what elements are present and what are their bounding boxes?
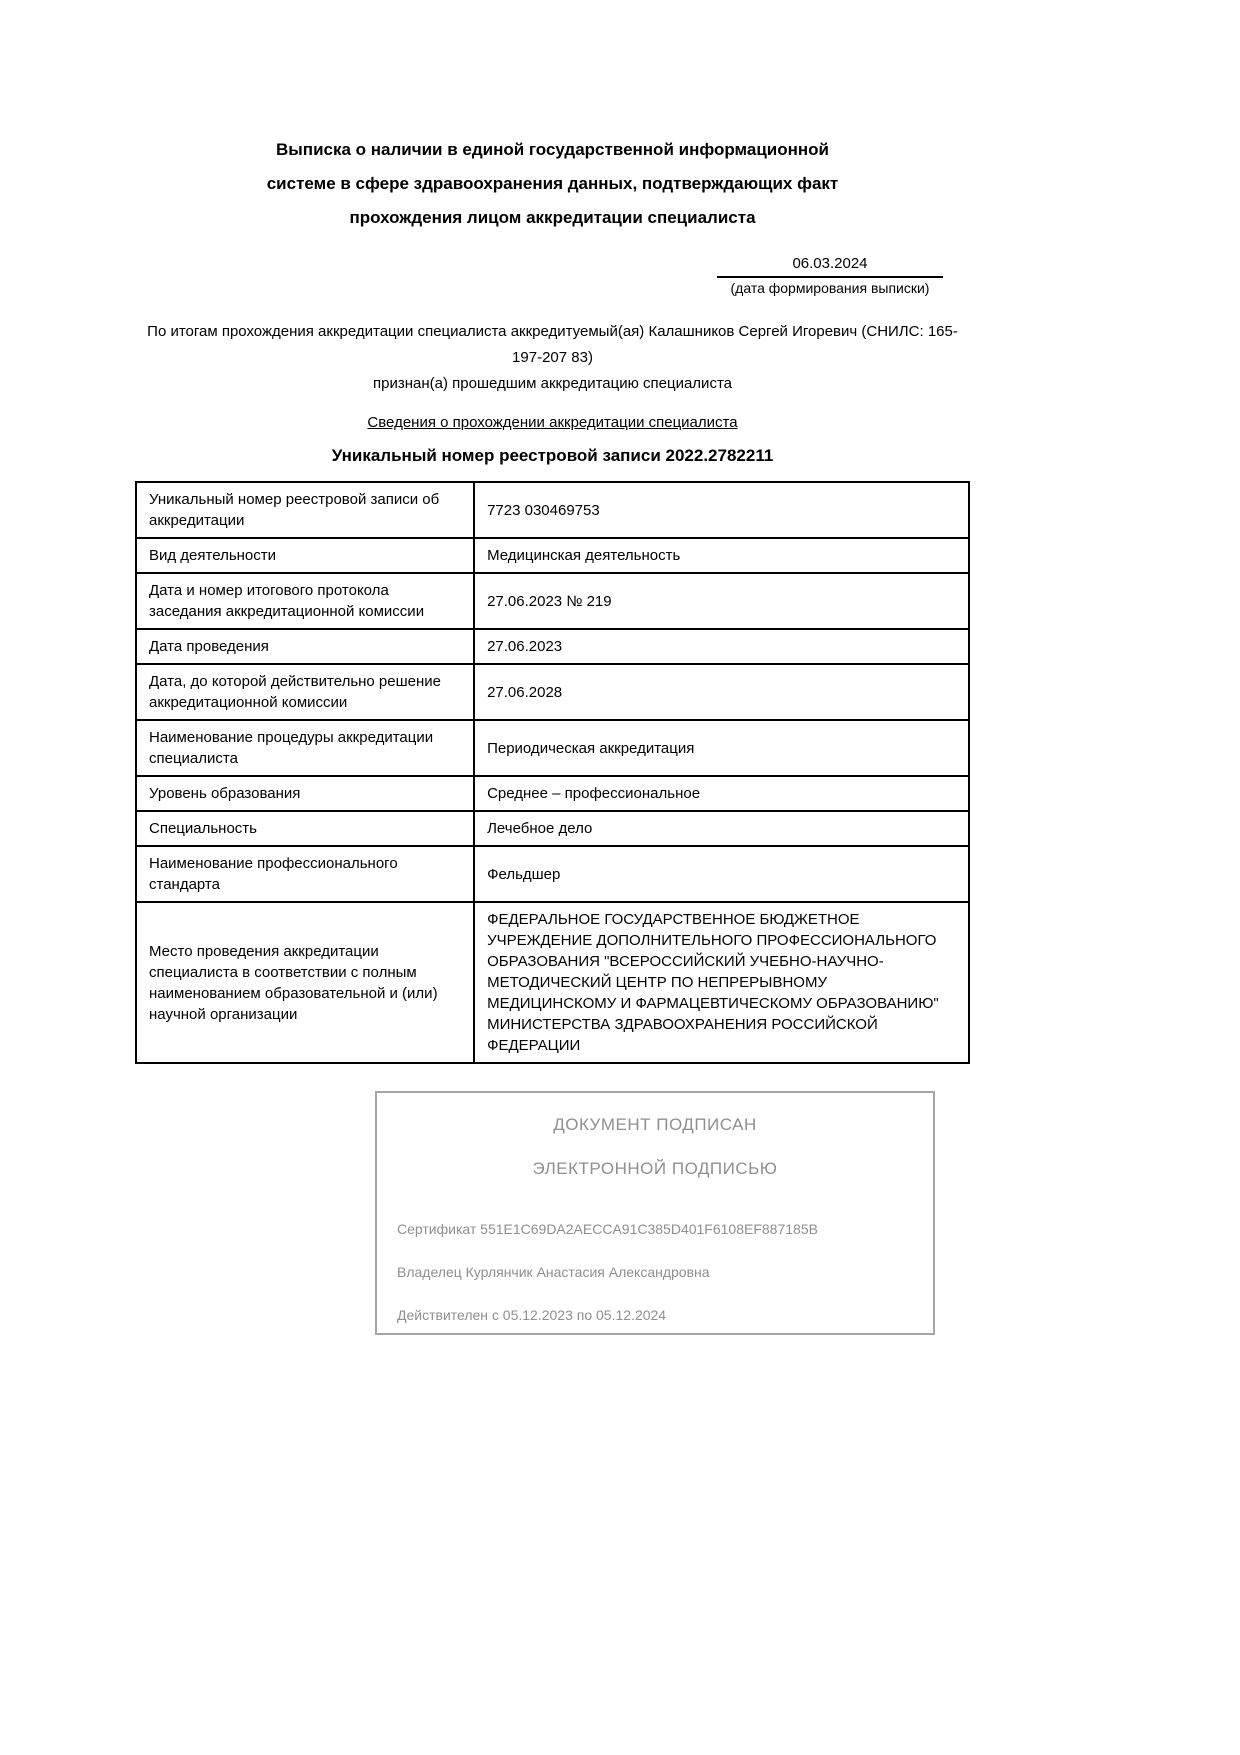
row-value: 7723 030469753: [474, 482, 969, 538]
intro-paragraph: [135, 319, 970, 397]
intro-line-2: признан(а) прошедшим аккредитацию специалиста: [373, 375, 732, 392]
extract-date-block: [717, 253, 943, 298]
document-title: [135, 133, 970, 235]
row-value: Медицинская деятельность: [474, 538, 969, 573]
table-row: [136, 538, 969, 573]
document-title-line-2: системе в сфере здравоохранения данных, подтверждающих факт: [266, 174, 839, 193]
row-label: Наименование профессионального стандарта: [136, 846, 474, 902]
extract-date-caption: (дата формирования выписки): [730, 280, 930, 296]
registry-number-heading: Уникальный номер реестровой записи 2022.2782211: [331, 446, 774, 465]
stamp-certificate: Сертификат 551E1C69DA2AECCA91C385D401F6108EF887185B: [397, 1221, 818, 1237]
row-value: Лечебное дело: [474, 811, 969, 846]
section-heading: Сведения о прохождении аккредитации специалиста: [367, 414, 738, 431]
row-label: Наименование процедуры аккредитации специалиста: [136, 720, 474, 776]
table-row: [136, 482, 969, 538]
intro-line-1: По итогам прохождения аккредитации специалиста аккредитуемый(ая) Калашников Сергей Игоревич (СНИЛС: 165-197-207 83): [147, 323, 958, 366]
table-row: [136, 664, 969, 720]
row-value: ФЕДЕРАЛЬНОЕ ГОСУДАРСТВЕННОЕ БЮДЖЕТНОЕ УЧРЕЖДЕНИЕ ДОПОЛНИТЕЛЬНОГО ПРОФЕССИОНАЛЬНОГО ОБРАЗОВАНИЯ "ВСЕРОССИЙСКИЙ УЧЕБНО-НАУЧНО-МЕТОДИЧЕСКИЙ ЦЕНТР ПО НЕПРЕРЫВНОМУ МЕДИЦИНСКОМУ И ФАРМАЦЕВТИЧЕСКОМУ ОБРАЗОВАНИЮ" МИНИСТЕРСТВА ЗДРАВООХРАНЕНИЯ РОССИЙСКОЙ ФЕДЕРАЦИИ: [474, 902, 969, 1063]
row-label: Место проведения аккредитации специалиста в соответствии с полным наименованием образовательной и (или) научной организации: [136, 902, 474, 1063]
table-row: [136, 902, 969, 1063]
table-row: [136, 573, 969, 629]
table-row: [136, 629, 969, 664]
document-content: [135, 0, 970, 1335]
row-label: Дата, до которой действительно решение аккредитационной комиссии: [136, 664, 474, 720]
row-value: 27.06.2028: [474, 664, 969, 720]
row-label: Специальность: [136, 811, 474, 846]
accreditation-table: [135, 481, 970, 1064]
row-label: Уровень образования: [136, 776, 474, 811]
table-row: [136, 846, 969, 902]
table-row: [136, 776, 969, 811]
document-title-line-3: прохождения лицом аккредитации специалиста: [349, 208, 756, 227]
digital-signature-stamp: [375, 1091, 935, 1335]
table-row: [136, 720, 969, 776]
row-label: Дата и номер итогового протокола заседания аккредитационной комиссии: [136, 573, 474, 629]
extract-date-value: 06.03.2024: [717, 253, 943, 278]
stamp-heading-line-2: ЭЛЕКТРОННОЙ ПОДПИСЬЮ: [532, 1159, 778, 1178]
stamp-owner: Владелец Курлянчик Анастасия Александровна: [397, 1264, 710, 1280]
row-label: Вид деятельности: [136, 538, 474, 573]
row-value: 27.06.2023 № 219: [474, 573, 969, 629]
stamp-heading-line-1: ДОКУМЕНТ ПОДПИСАН: [553, 1115, 757, 1134]
row-label: Уникальный номер реестровой записи об аккредитации: [136, 482, 474, 538]
table-row: [136, 811, 969, 846]
row-value: 27.06.2023: [474, 629, 969, 664]
row-label: Дата проведения: [136, 629, 474, 664]
row-value: Среднее – профессиональное: [474, 776, 969, 811]
row-value: Фельдшер: [474, 846, 969, 902]
document-title-line-1: Выписка о наличии в единой государственной информационной: [276, 140, 829, 159]
row-value: Периодическая аккредитация: [474, 720, 969, 776]
stamp-validity: Действителен с 05.12.2023 по 05.12.2024: [397, 1307, 667, 1323]
